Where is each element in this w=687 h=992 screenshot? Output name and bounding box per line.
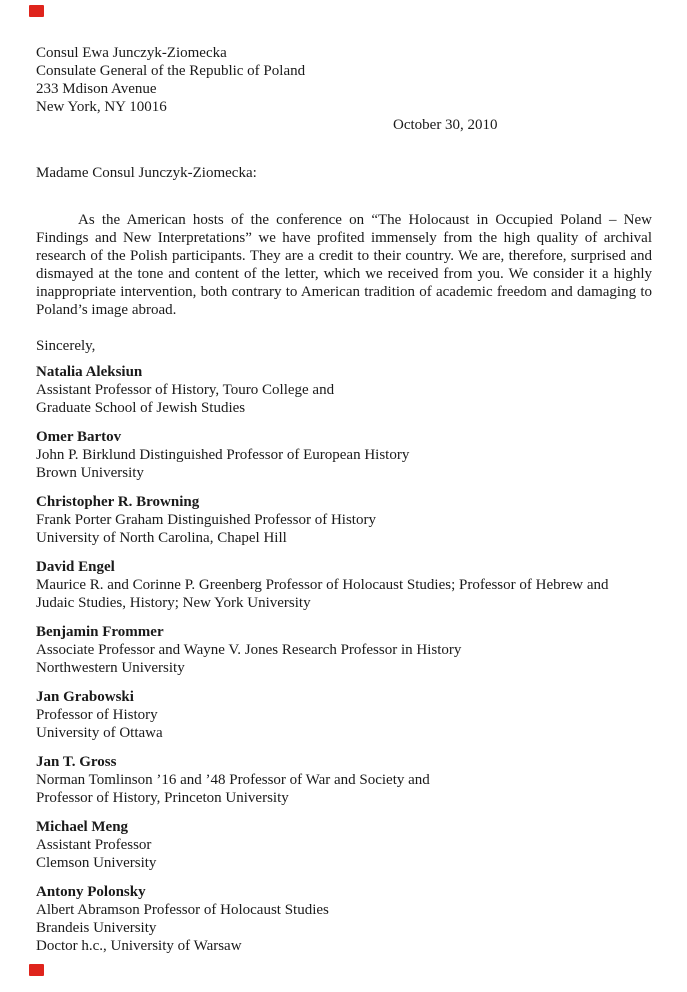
signatory-name: Jan Grabowski — [36, 689, 134, 705]
signatory-title-line: Brown University — [36, 465, 144, 481]
signatory-name: Michael Meng — [36, 819, 129, 835]
signatory-title-line: University of Ottawa — [36, 725, 163, 741]
signatory-lines — [36, 706, 652, 742]
signatory-lines — [36, 901, 652, 955]
body-paragraph: As the American hosts of the conference on “The Holocaust in Occupied Poland – New Findings and New Interpretations” we have profited immensely from the high quality of archival research of the Polish participants. They are a credit to their country. We are, therefore, surprised and dismayed at the tone and content of the letter, which we received from you. We consider it a highly inappropriate intervention, both contrary to American tradition of academic freedom and damaging to Poland’s image abroad. — [36, 212, 652, 318]
signatory-title-line: John P. Birklund Distinguished Professor of European History — [36, 447, 410, 463]
signatory-title-line: Brandeis University — [36, 920, 157, 936]
recipient-line: New York, NY 10016 — [36, 99, 167, 115]
signatory-lines — [36, 446, 652, 482]
signatory-title-line: Assistant Professor of History, Touro College and — [36, 382, 335, 398]
recipient-line: 233 Mdison Avenue — [36, 81, 157, 97]
signatory-block — [36, 753, 652, 807]
letter-date: October 30, 2010 — [393, 117, 498, 133]
letter-content — [36, 44, 652, 966]
signatory-name: Omer Bartov — [36, 429, 122, 445]
signatory-block — [36, 558, 652, 612]
signatory-block — [36, 428, 652, 482]
signatory-title-line: Professor of History, Princeton University — [36, 790, 289, 806]
signatory-block — [36, 883, 652, 955]
signatory-lines — [36, 511, 652, 547]
signatory-title-line: University of North Carolina, Chapel Hill — [36, 530, 287, 546]
signatory-name: Antony Polonsky — [36, 884, 146, 900]
signatory-block — [36, 623, 652, 677]
signatory-name: Jan T. Gross — [36, 754, 117, 770]
signatory-lines — [36, 641, 652, 677]
signatory-title-line: Professor of History — [36, 707, 158, 723]
signatory-title-line: Albert Abramson Professor of Holocaust Studies — [36, 902, 329, 918]
signatory-lines — [36, 771, 652, 807]
signatory-name: Natalia Aleksiun — [36, 364, 143, 380]
signatory-title-line: Northwestern University — [36, 660, 185, 676]
recipient-line: Consul Ewa Junczyk-Ziomecka — [36, 45, 227, 61]
signatory-title-line: Clemson University — [36, 855, 157, 871]
recipient-line: Consulate General of the Republic of Poland — [36, 63, 306, 79]
signatory-name: David Engel — [36, 559, 115, 575]
signatory-title-line: Judaic Studies, History; New York University — [36, 595, 311, 611]
signatory-block — [36, 818, 652, 872]
signatory-block — [36, 493, 652, 547]
closing: Sincerely, — [36, 338, 96, 354]
signatory-lines — [36, 381, 652, 417]
signatory-name: Christopher R. Browning — [36, 494, 200, 510]
signatory-title-line: Maurice R. and Corinne P. Greenberg Professor of Holocaust Studies; Professor of Hebrew and — [36, 577, 609, 593]
signatory-title-line: Graduate School of Jewish Studies — [36, 400, 246, 416]
signatory-title-line: Associate Professor and Wayne V. Jones Research Professor in History — [36, 642, 462, 658]
signatory-title-line: Doctor h.c., University of Warsaw — [36, 938, 242, 954]
recipient-address — [36, 44, 652, 116]
signatories — [36, 363, 652, 955]
signatory-name: Benjamin Frommer — [36, 624, 164, 640]
signatory-title-line: Norman Tomlinson ’16 and ’48 Professor of War and Society and — [36, 772, 430, 788]
signatory-block — [36, 363, 652, 417]
signatory-title-line: Frank Porter Graham Distinguished Professor of History — [36, 512, 376, 528]
salutation: Madame Consul Junczyk-Ziomecka: — [36, 165, 257, 181]
signatory-lines — [36, 836, 652, 872]
signatory-lines — [36, 576, 652, 612]
red-marker-top — [29, 5, 44, 17]
signatory-title-line: Assistant Professor — [36, 837, 152, 853]
signatory-block — [36, 688, 652, 742]
